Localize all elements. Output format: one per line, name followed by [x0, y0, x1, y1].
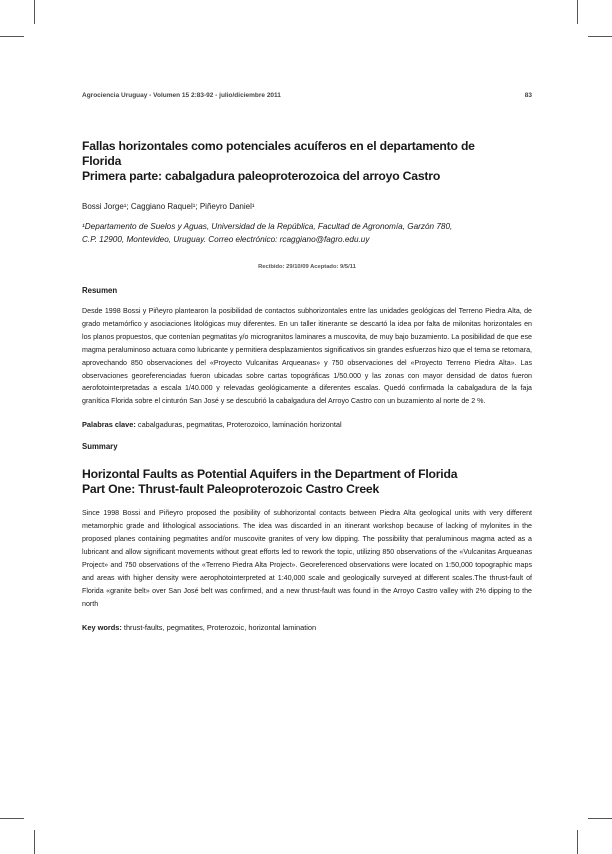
crop-mark [0, 818, 24, 819]
palabras-clave-value: cabalgaduras, pegmatitas, Proterozoico, laminación horizontal [135, 420, 342, 430]
crop-mark [588, 36, 612, 37]
received-accepted-dates: Recibido: 29/10/09 Aceptado: 9/5/11 [258, 264, 356, 270]
title-line: Fallas horizontales como potenciales acuíferos en el departamento de [82, 139, 475, 153]
crop-mark [34, 830, 35, 854]
article-title-en [82, 467, 532, 497]
title-line: Horizontal Faults as Potential Aquifers in the Department of Florida [82, 467, 458, 482]
resumen-text: Desde 1998 Bossi y Piñeyro plantearon la posibilidad de contactos subhorizontales entre las unidades geológicas del Terreno Piedra Alta, de grado metamórfico y asociaciones litológicas muy diferentes. En un taller itinerante se descartó la idea por falta de milonitas horizontales en los planos propuestos, que contenían pegmatitas y/o microgranitos laminares a muscovita, de muy bajo buzamiento. La posibilidad de que ese magma peraluminoso actuara como lubricante y permitiera desplazamientos significativos sin grandes esfuerzos hizo que el tema se retomara, aprovechando 850 observaciones del «Proyecto Vulcanitas Arqueanas» y 750 observaciones del «Proyecto Terreno Piedra Alta». Las observaciones georeferenciadas fueron ubicadas sobre cartas topográficas 1/50.000 y las zonas con mayor densidad de datos fueron aerofotointerpretadas a escala 1/40.000 y relevadas geológicamente a diferentes escalas. Quedó confirmada la cabalgadura de la faja granítica Florida sobre el cinturón San José y se descubrió la cabalgadura del Arroyo Castro con un buzamiento al norte de 2 %. [82, 307, 532, 406]
authors: Bossi Jorge¹; Caggiano Raquel¹; Piñeyro Daniel¹ [82, 202, 255, 211]
palabras-clave [82, 420, 532, 429]
affiliation-line: C.P. 12900, Montevideo, Uruguay. Correo electrónico: rcaggiano@fagro.edu.uy [82, 235, 370, 244]
palabras-clave-label: Palabras clave: [82, 420, 136, 430]
crop-mark [588, 818, 612, 819]
running-head [82, 92, 532, 99]
resumen-heading: Resumen [82, 286, 118, 295]
summary-text: Since 1998 Bossi and Piñeyro proposed the posibility of subhorizontal contacts between Piedra Alta geological units with very different metamorphic grade and lithological associations. The idea was discarded in an itinerant workshop because of lacking of mylonites in the proposed planes containing pegmatites and/or muscovite granites of very low dipping. The possibility that peraluminous magma acted as a lubricant and allow significant movements without great efforts led to rework the topic, utilizing 850 observations of the «Vulcanitas Arqueanas Project» and 750 observations of the «Terreno Piedra Alta Project». Georeferenced observations were located on 1:50,000 topographic maps and areas with higher density were aerophotointerpreted at 1:40,000 scale and geologically surveyed at different scales.The thrust-fault of Florida «granite belt» over San José belt was confirmed, and a new thrust-fault was found in the Arroyo Castro valley with 2% dipping to the north [82, 509, 532, 608]
article-title-es [82, 139, 532, 184]
affiliation-line: ¹Departamento de Suelos y Aguas, Universidad de la República, Facultad de Agronomía, Garzón 780, [82, 222, 453, 231]
subtitle-line: Part One: Thrust-fault Paleoproterozoic Castro Creek [82, 482, 380, 497]
crop-mark [577, 0, 578, 24]
key-words-value: thrust-faults, pegmatites, Proterozoic, horizontal lamination [121, 622, 317, 632]
key-words [82, 623, 532, 632]
crop-mark [0, 36, 24, 37]
journal-citation: Agrociencia Uruguay - Volumen 15 2:83-92 - julio/diciembre 2011 [82, 92, 281, 99]
summary-heading: Summary [82, 442, 118, 452]
affiliation [82, 220, 532, 246]
crop-mark [34, 0, 35, 24]
article-page [82, 92, 532, 632]
key-words-label: Key words: [82, 622, 122, 632]
title-line: Florida [82, 154, 122, 168]
page-number: 83 [524, 92, 532, 99]
subtitle-line: Primera parte: cabalgadura paleoproterozoica del arroyo Castro [82, 169, 441, 183]
crop-mark [577, 830, 578, 854]
